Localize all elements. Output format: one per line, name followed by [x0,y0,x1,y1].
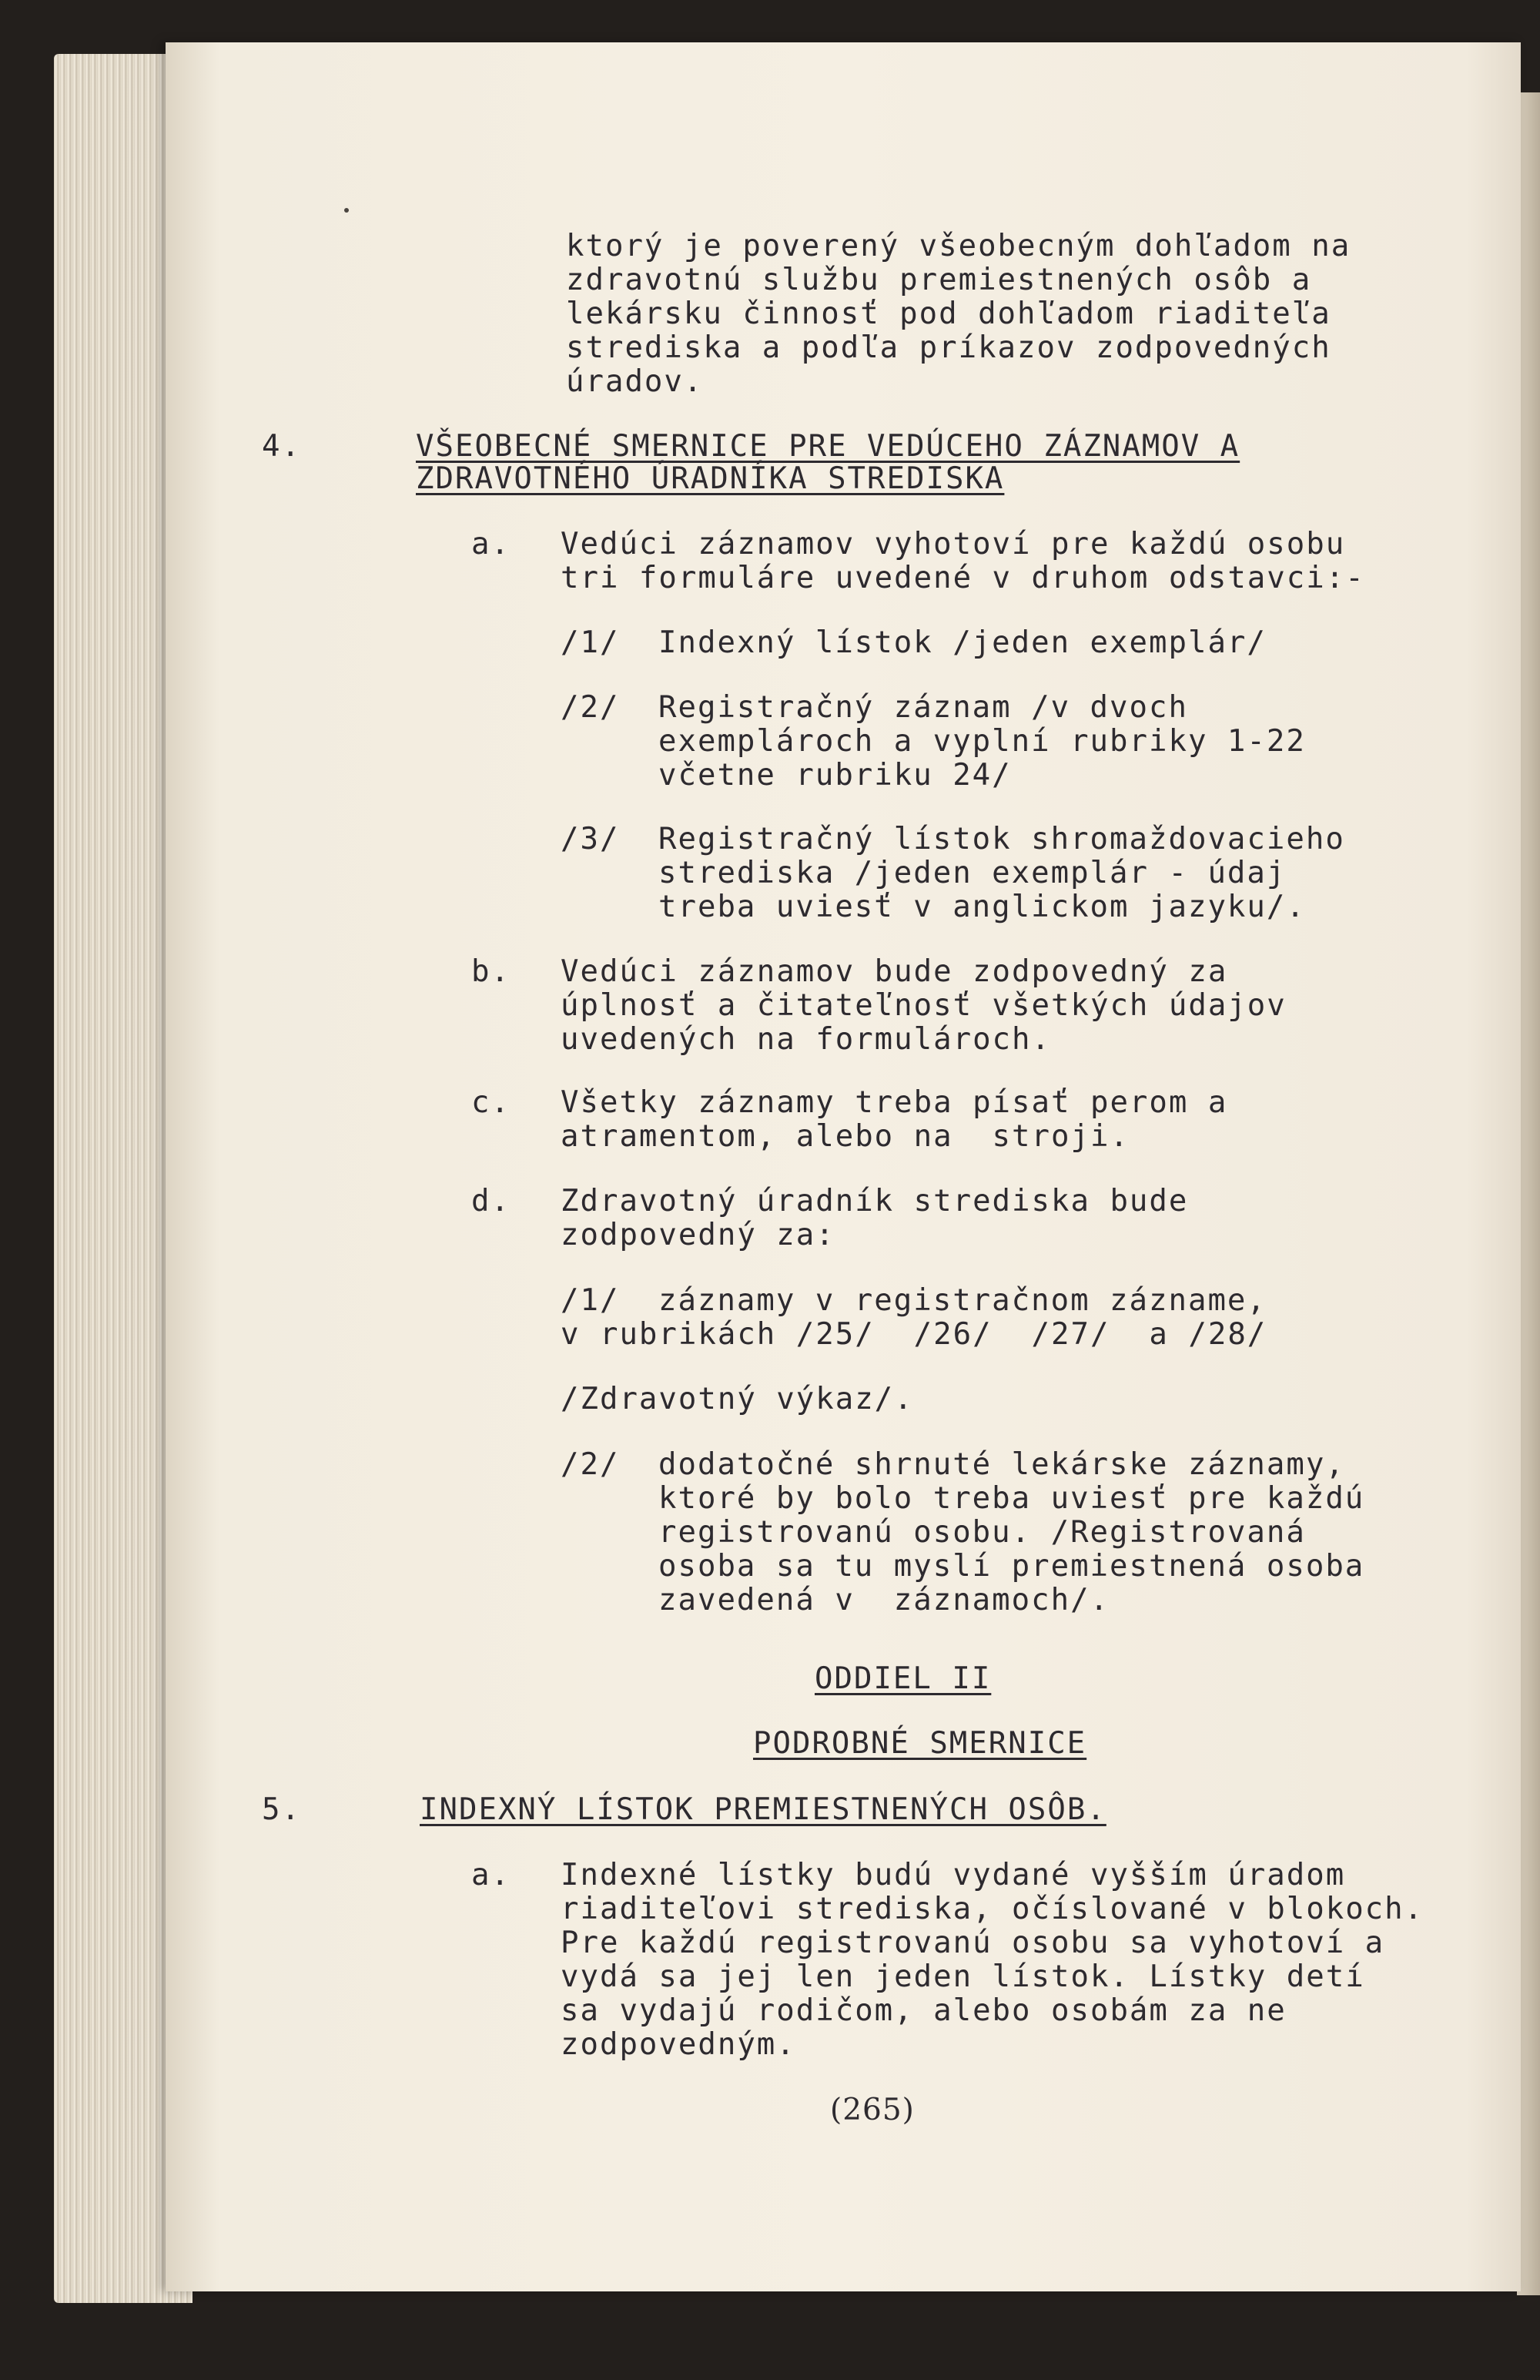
subitem-line: strediska /jeden exemplár - údaj [658,856,1287,890]
subitem-number: /1/ [561,625,620,660]
item-c-line: Všetky záznamy treba písať perom a [561,1085,1228,1120]
intro-line: úradov. [566,364,704,399]
section-4-heading: ZDRAVOTNÉHO ÚRADNÍKA STREDISKA [416,461,1005,496]
item-b-line: uvedených na formulároch. [561,1022,1051,1057]
item-b-line: Vedúci záznamov bude zodpovedný za [561,954,1228,989]
subitem-number: /3/ [561,822,620,856]
division-subtitle: PODROBNÉ SMERNICE [753,1726,1087,1761]
intro-line: zdravotnú službu premiestnených osôb a [566,263,1312,297]
intro-line: ktorý je poverený všeobecným dohľadom na [566,229,1351,263]
section-5-number: 5. [262,1792,301,1827]
subitem-line: Registračný záznam /v dvoch [658,690,1188,725]
subitem-line: treba uviesť v anglickom jazyku/. [658,890,1306,924]
item-a-line: Vedúci záznamov vyhotoví pre každú osobu [561,527,1346,561]
item-d-line: Zdravotný úradník strediska bude [561,1184,1189,1218]
item-a-line: vydá sa jej len jeden lístok. Lístky detí [561,1959,1365,1994]
intro-line: lekársku činnosť pod dohľadom riaditeľa [566,297,1331,331]
division-title: ODDIEL II [815,1661,992,1696]
subitem-line: Indexný lístok /jeden exemplár/ [658,625,1267,660]
page-number: (265) [830,2093,915,2127]
section-4-number: 4. [262,429,301,464]
note-line: /Zdravotný výkaz/. [561,1382,914,1416]
item-a-line: sa vydajú rodičom, alebo osobám za ne [561,1993,1287,2028]
section-4-heading: VŠEOBECNÉ SMERNICE PRE VEDÚCEHO ZÁZNAMOV A [416,429,1240,464]
item-d-line: zodpovedný za: [561,1218,835,1252]
subitem-line: včetne rubriku 24/ [658,758,1012,793]
subitem-number: /1/ [561,1283,620,1318]
subitem-number: /2/ [561,1447,620,1482]
item-c-line: atramentom, alebo na stroji. [561,1119,1130,1154]
subitem-line: záznamy v registračnom záznamе, [658,1283,1267,1318]
subitem-line: v rubrikách /25/ /26/ /27/ a /28/ [561,1317,1267,1352]
subitem-line: exemplároch a vyplní rubriky 1-22 [658,724,1306,759]
subitem-line: registrovanú osobu. /Registrovaná [658,1515,1306,1550]
section-5-heading: INDEXNÝ LÍSTOK PREMIESTNENÝCH OSÔB. [420,1792,1106,1827]
item-d-label: d. [471,1184,511,1218]
subitem-number: /2/ [561,690,620,725]
item-a-line: tri formuláre uvedené v druhom odstavci:- [561,561,1365,595]
intro-line: strediska a podľa príkazov zodpovedných [566,330,1331,365]
ink-speck [344,208,349,213]
subitem-line: Registračný lístok shromaždovacieho [658,822,1345,856]
subitem-line: osoba sa tu myslí premiestnená osoba [658,1549,1365,1584]
subitem-line: zavedená v záznamoch/. [658,1583,1110,1617]
item-b-label: b. [471,954,511,989]
subitem-line: dodatočné shrnuté lekárske záznamy, [658,1447,1345,1482]
item-a-label: a. [471,527,511,561]
item-a-line: Pre každú registrovanú osobu sa vyhotoví a [561,1926,1385,1960]
item-b-line: úplnosť a čitateľnosť všetkých údajov [561,988,1287,1023]
item-a-line: zodpovedným. [561,2027,796,2062]
item-a-line: Indexné lístky budú vydané vyšším úradom [561,1858,1346,1892]
item-c-label: c. [471,1085,511,1120]
subitem-line: ktoré by bolo treba uviesť pre každú [658,1481,1365,1516]
item-a-line: riaditeľovi strediska, očíslované v blokoch. [561,1892,1424,1926]
item-a-label: a. [471,1858,511,1892]
